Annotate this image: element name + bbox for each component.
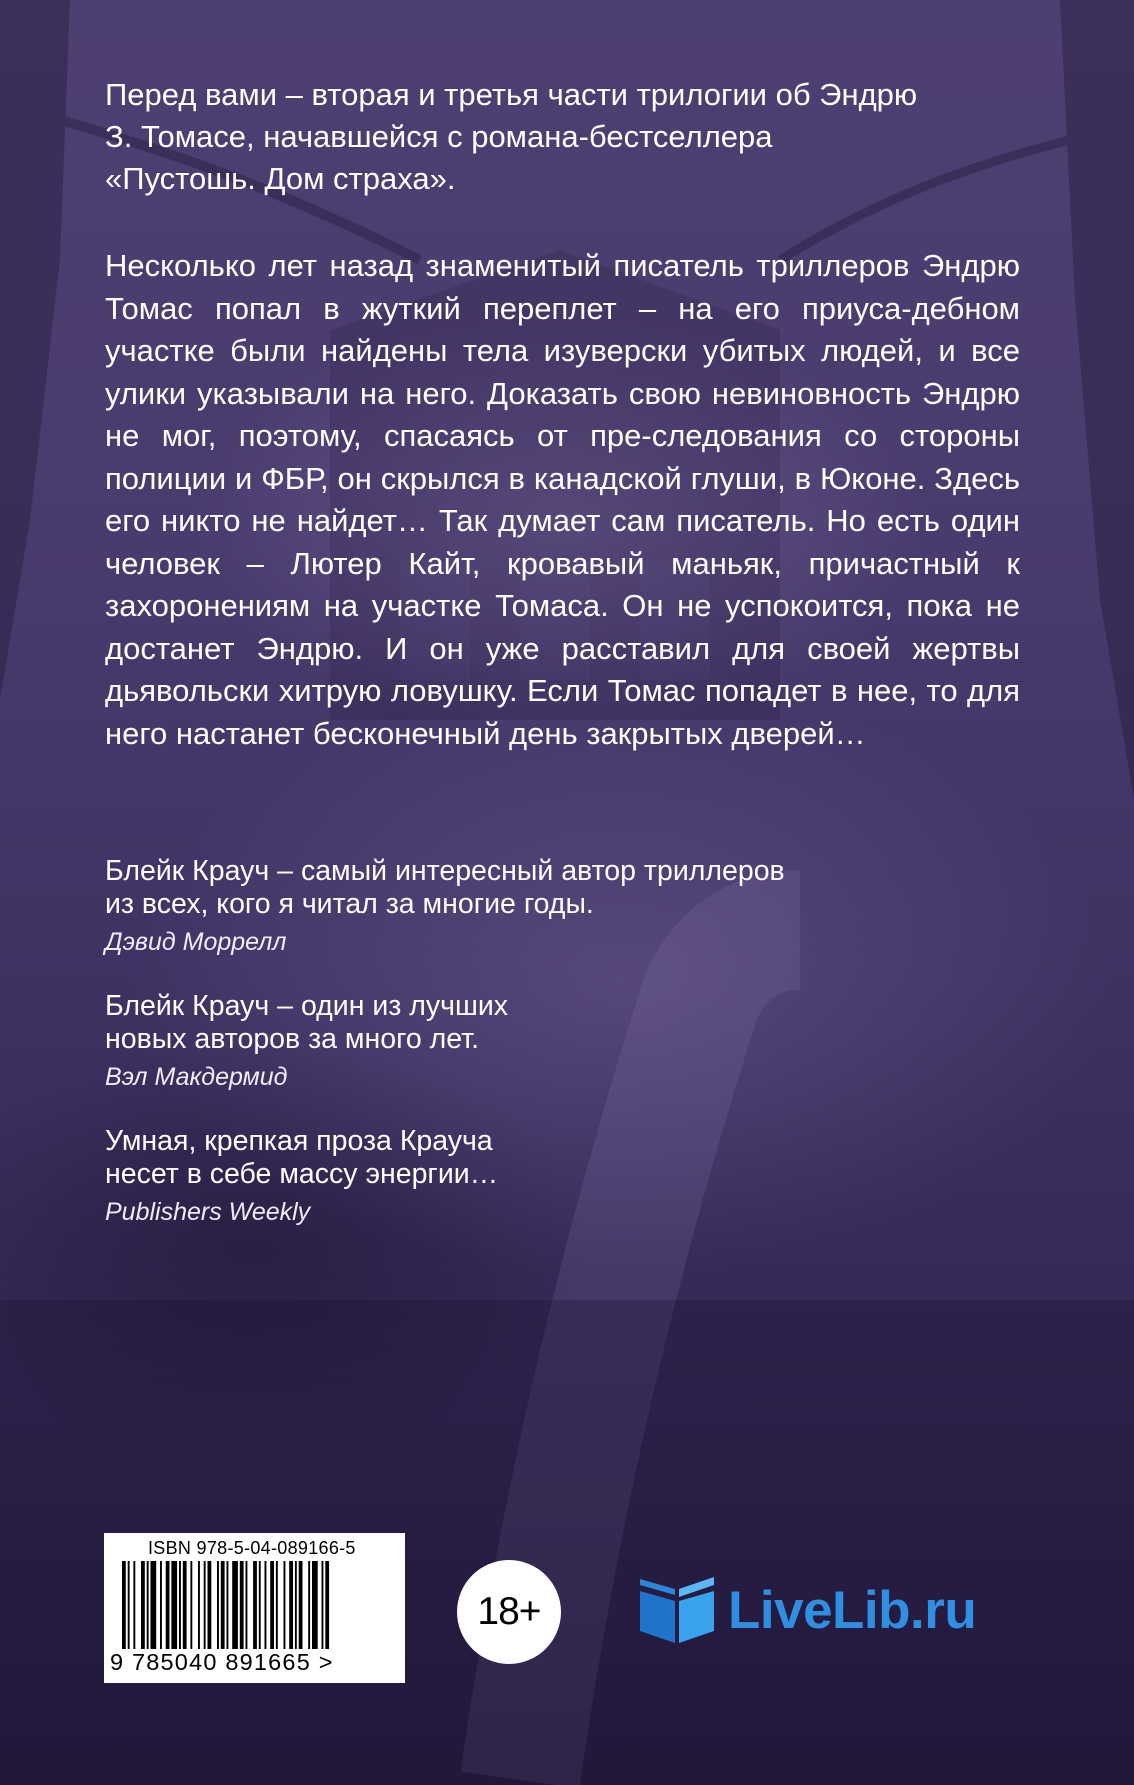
barcode-number: 9 785040 891665 >: [110, 1649, 334, 1675]
quote-author: Publishers Weekly: [105, 1198, 311, 1226]
synopsis-paragraph: Несколько лет назад знаменитый писатель триллеров Эндрю Томас попал в жуткий переплет – на его приуса-дебном участке были найдены тела изуверски убитых людей, и все улики указывали на него. Доказать свою невиновность Эндрю не мог, поэтому, спасаясь от пре-следования со стороны полиции и ФБР, он скрылся в канадской глуши, в Юконе. Здесь его никто не найдет… Так думает сам писатель. Но есть один человек – Лютер Кайт, кровавый маньяк, причастный к захоронениям на участке Томаса. Он не успокоится, пока не достанет Эндрю. И он уже расставил для своей жертвы дьявольски хитрую ловушку. Если Томас попадет в нее, то для него настанет бесконечный день закрытых дверей…: [105, 248, 1020, 751]
isbn-barcode: [104, 1533, 405, 1683]
barcode-bar: [133, 1561, 135, 1649]
barcode-bar: [204, 1561, 206, 1649]
age-rating-badge: 18+: [457, 1560, 561, 1664]
barcode-bar: [240, 1561, 244, 1649]
barcode-bar: [289, 1561, 293, 1649]
barcode-bar: [312, 1561, 318, 1649]
barcode-bar: [179, 1561, 181, 1649]
barcode-bar: [128, 1561, 130, 1649]
barcode-bar: [198, 1561, 200, 1649]
barcode-bar: [308, 1561, 310, 1649]
barcode-bar: [299, 1561, 303, 1649]
barcode-bar: [190, 1561, 192, 1649]
barcode-bar: [295, 1561, 297, 1649]
barcode-bar: [171, 1561, 177, 1649]
quote-line: несет в себе массу энергии…: [105, 1158, 499, 1190]
quote-text: [105, 855, 805, 921]
barcode-bar: [151, 1561, 157, 1649]
barcode-bar: [183, 1561, 187, 1649]
intro-line: «Пустошь. Дом страха».: [105, 161, 456, 196]
quote-text: [105, 1125, 805, 1191]
review-quote: [105, 990, 805, 1092]
barcode-bar: [322, 1561, 324, 1649]
quote-author: Дэвид Моррелл: [105, 928, 287, 956]
barcode-bar: [122, 1561, 126, 1649]
barcode-bar: [246, 1561, 248, 1649]
isbn-label: ISBN 978-5-04-089166-5: [148, 1538, 356, 1558]
barcode-bar: [166, 1561, 170, 1649]
book-icon: [640, 1577, 714, 1643]
barcode-bar: [253, 1561, 257, 1649]
logo-text: LiveLib.ru: [728, 1580, 977, 1640]
barcode-bar: [276, 1561, 278, 1649]
quote-author: Вэл Макдермид: [105, 1063, 288, 1091]
quote-line: из всех, кого я читал за многие годы.: [105, 888, 594, 920]
quote-line: новых авторов за много лет.: [105, 1023, 479, 1055]
quote-line: Умная, крепкая проза Крауча: [105, 1125, 493, 1157]
quote-text: [105, 990, 805, 1056]
intro-line: Перед вами – вторая и третья части трилогии об Эндрю: [105, 77, 918, 112]
barcode-bar: [147, 1561, 149, 1649]
livelib-logo[interactable]: [640, 1575, 976, 1645]
barcode-bar: [208, 1561, 212, 1649]
barcode-bars: [122, 1561, 384, 1649]
barcode-bar: [221, 1561, 225, 1649]
quote-line: Блейк Крауч – один из лучших: [105, 990, 509, 1022]
barcode-bar: [259, 1561, 261, 1649]
review-quote: [105, 1125, 805, 1227]
barcode-bar: [160, 1561, 162, 1649]
barcode-bar: [232, 1561, 238, 1649]
barcode-bar: [270, 1561, 274, 1649]
barcode-bar: [325, 1561, 329, 1649]
barcode-bar: [284, 1561, 286, 1649]
barcode-bar: [265, 1561, 267, 1649]
intro-line: З. Томасе, начавшейся с романа-бестселлера: [105, 119, 773, 154]
quote-line: Блейк Крауч – самый интересный автор триллеров: [105, 855, 785, 887]
barcode-bar: [141, 1561, 145, 1649]
barcode-bar: [227, 1561, 229, 1649]
review-quote: [105, 855, 805, 957]
barcode-bar: [217, 1561, 219, 1649]
intro-paragraph: [105, 74, 1020, 200]
